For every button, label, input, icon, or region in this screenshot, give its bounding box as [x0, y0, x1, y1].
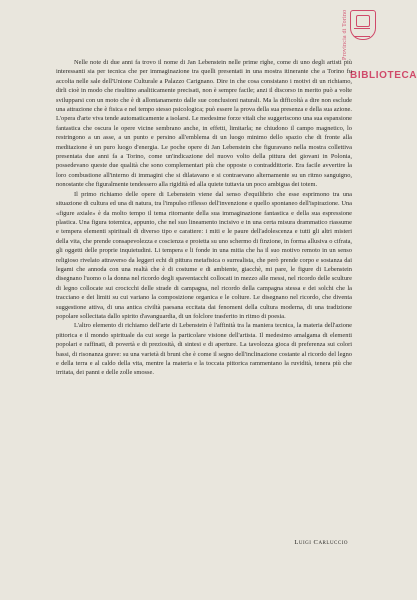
stamp-word: BIBLIOTECA [350, 70, 417, 81]
paragraph-1: Nelle note di due anni fa trovo il nome di Jan Lebenstein nelle prime righe, come di uno degli artisti più interessanti sia per tecnica che per immaginazione tra quelli presentati in una mostra itinerante che a Torino fu accolta nelle sale dell'Unione Culturale a Palazzo Carignano. Dire in che cosa consistano i motivi di un richiamo, dirli cioè in modo che risultino analiticamente precisati, non è sempre facile; anzi il discorso in merito può a volte svilupparsi con un moto che è di allontanamento dalle sue conclusioni naturali. Ma la difficoltà a dire non esclude una attrazione che è fisica e nel tempo stesso psicologica; può essere la prova della sua presenza e della sua azione. L'opera d'arte viva tende automaticamente a isolarsi. Le medesime forze vitali che suggeriscono una sua espansione fantastica che oscura le opere vicine sembrano anche, in effetti, limitarla; ne chiudono il campo magnetico, lo restringono a un asse, a un punto e persino all'emblema di un luogo minimo dello spazio che di fronte alla meditazione è un puro luogo d'energia. Le poche opere di Jan Lebenstein che figuravano nella mostra collettiva presentata due anni fa a Torino, come un'indicazione del nuovo volto della pittura dei giovani in Polonia, possedevano queste due qualità che sono complementari più che opposte o contraddittorie. Era facile avvertire la loro combustione all'interno di immagini che si dilatavano e si contraevano alternamente su un ritmo sanguigno, nonostante che figuralmente tendessero alla rigidità ed alla quiete tuttavia un poco ambigua dei totem. [56, 59, 352, 189]
author-signature: Luigi Carluccio [294, 539, 348, 546]
essay-body [56, 58, 352, 378]
stamp-circle-text: Provincia di Torino [342, 9, 348, 60]
coat-of-arms-icon [350, 10, 376, 40]
paragraph-2: Il primo richiamo delle opere di Lebenstein viene dal senso d'equilibrio che esse esprimono tra una situazione di cultura ed una di natura, tra l'impulso riflesso dell'invenzione e quello spontaneo dell'ispirazione. Una «figure axiale» è da molto tempo il tema ritornante della sua immaginazione fantastica e della sua espressione plastica. Una figura totemica, appunto, che nel suo lineamento incisivo e in una certa misura drammatico riassume e tempera elementi spirituali di diverso tipo e carattere: i miti e le paure dell'adolescenza e tutti gli altri misteri della vita, che prende consapevolezza e coscienza e proietta su uno schermo di finzione, in forma allusiva o cifrata, gli oggetti delle proprie inquietudini. Li tempera e li fonde in una mitia che ha il suo motivo remoto in un senso religioso rivelato attraverso da leggeri echi di pittura metafisica o surrealista, che però prende corpo e sostanza dai legami che annoda con una realtà che è di costume e di ambiente, giacchè, mi pare, le figure di Lebenstein disegnano l'uomo o la donna nel ricordo degli spaventacchi collocati in mezzo alle messi, nel ricordo delle sculture di legno collocate sui crocicchi delle strade di campagna, nel ricordo della campagna stessa e dei solchi che la tracciano e dei limiti su cui variano la composizione organica e le colture. Le disegnano nel ricordo, che diventa suggestione attiva, di una antica civiltà paesana eccitata dai fenomeni della cultura moderna, di una tradizione popolare sollecitata dallo spirito d'avanguardia, di un folclore trasferito in ritmo di poesia. [56, 190, 352, 320]
paragraph-3: L'altro elemento di richiamo dell'arte di Lebenstein è l'affinità tra la maniera tecnica, la materia dell'azione pittorica e il mondo spirituale da cui sorge la particolare visione dell'artista. Il medesimo amalgama di elementi popolari e raffinati, di povertà e di preziosità, di sintesi e di aperture. La tavolozza gioca di preferenza sui colori bassi, di risonanza grave: su una varietà di bruni che è come il segno dell'inclinazione costante al ricordo del legno e della terra e al caldo della vita, mentre la materia e la toccata pittorica rammentano la ruvidità, tenera più che irritata, dei panni e delle zolle smosse. [56, 322, 352, 377]
